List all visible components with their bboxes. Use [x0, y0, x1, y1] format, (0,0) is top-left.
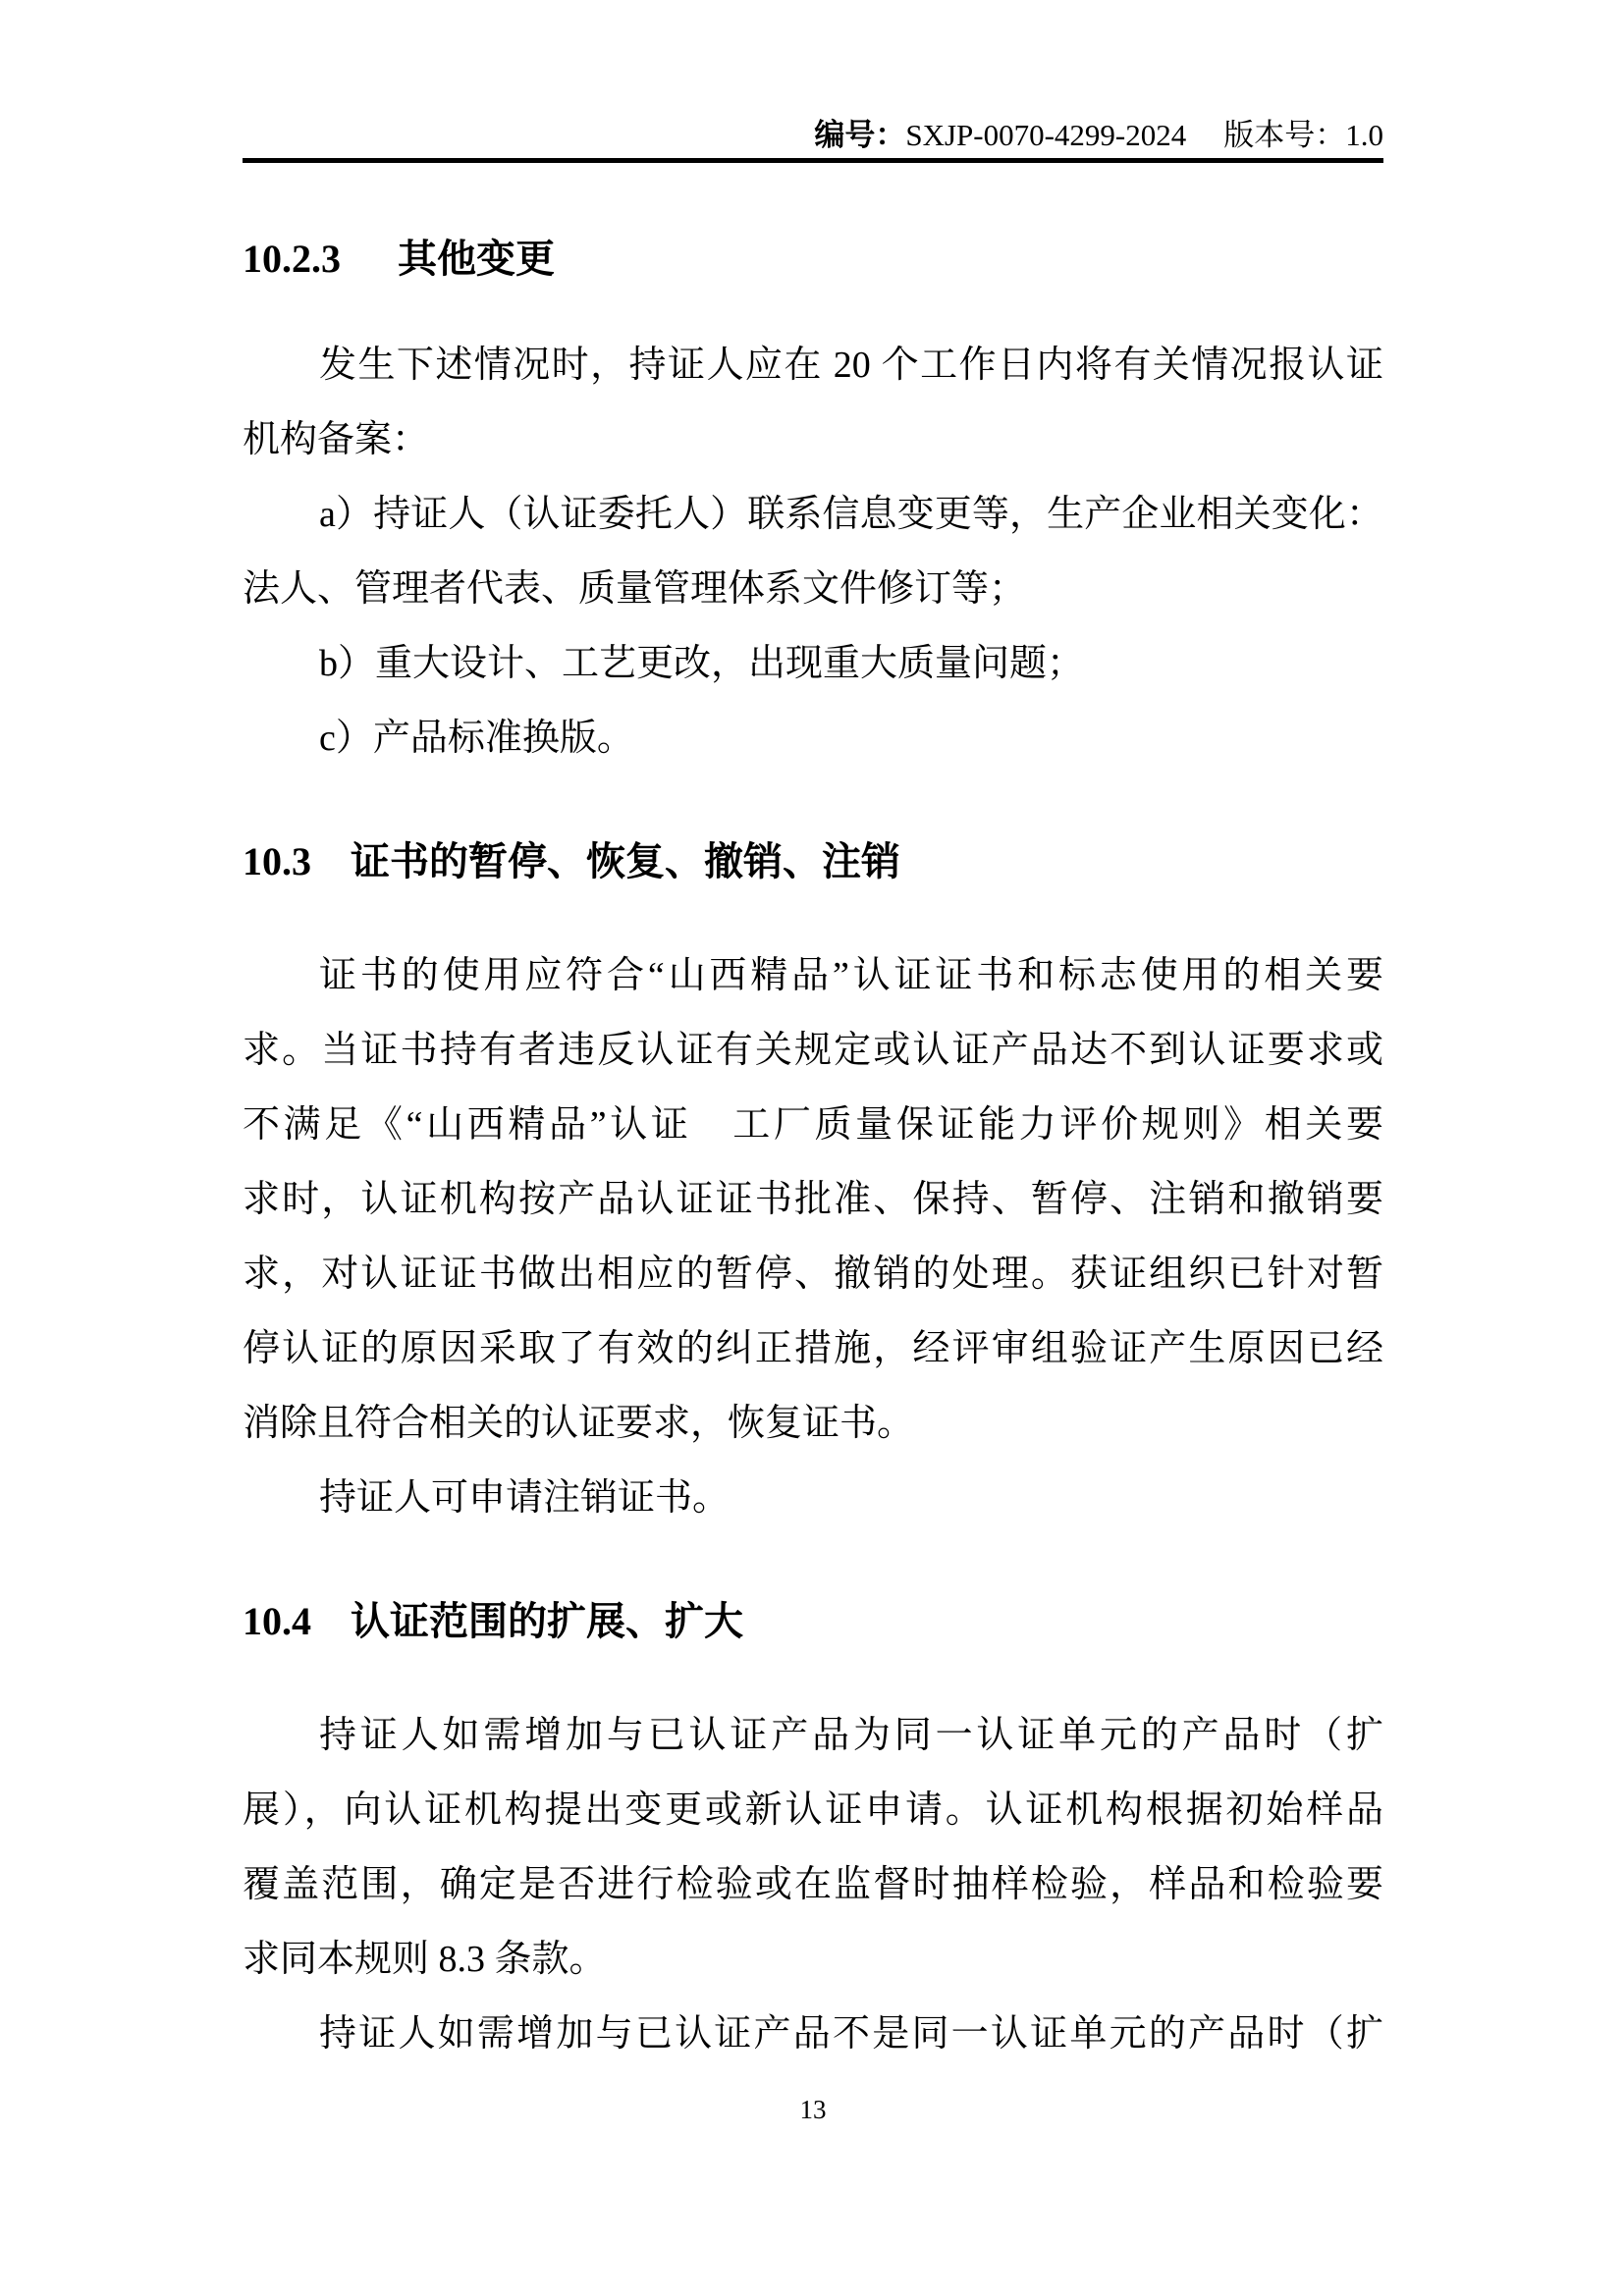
body-line: b）重大设计、工艺更改，出现重大质量问题；: [319, 643, 1085, 684]
body-line: 求，对认证证书做出相应的暂停、撤销的处理。获证组织已针对暂: [243, 1254, 1383, 1295]
section-heading-10-2-3: [243, 236, 1383, 283]
body-line: 覆盖范围，确定是否进行检验或在监督时抽样检验，样品和检验要: [243, 1864, 1383, 1905]
paragraph: [243, 328, 1383, 477]
section-heading-10-3: [243, 838, 1383, 885]
page-number: 13: [799, 2095, 827, 2124]
list-item-a: [243, 477, 1383, 626]
doc-number-label: 编号：: [814, 118, 906, 152]
header-rule-divider: [243, 158, 1383, 163]
paragraph: [243, 1698, 1383, 1997]
section-number: 10.4: [243, 1599, 311, 1643]
section-title: 证书的暂停、恢复、撤销、注销: [351, 839, 900, 883]
body-line: 持证人可申请注销证书。: [319, 1477, 731, 1519]
version-label: 版本号：: [1223, 118, 1346, 152]
doc-number: SXJP-0070-4299-2024: [905, 118, 1187, 152]
body-line: 发生下述情况时，持证人应在 20 个工作日内将有关情况报认证: [319, 345, 1383, 386]
body-line: 机构备案：: [243, 419, 430, 460]
body-line: 展），向认证机构提出变更或新认证申请。认证机构根据初始样品: [243, 1789, 1383, 1831]
body-line: 持证人如需增加与已认证产品不是同一认证单元的产品时（扩: [319, 2013, 1383, 2055]
body-line: 法人、管理者代表、质量管理体系文件修订等；: [243, 568, 1027, 610]
section-number: 10.3: [243, 839, 311, 883]
document-header: [243, 0, 1383, 155]
page-content: [243, 0, 1383, 2126]
body-line: a）持证人（认证委托人）联系信息变更等，生产企业相关变化：: [319, 494, 1383, 535]
paragraph: [243, 1997, 1383, 2071]
list-item-c: [243, 701, 1383, 775]
section-title: 其他变更: [398, 237, 555, 281]
body-line: 持证人如需增加与已认证产品为同一认证单元的产品时（扩: [319, 1715, 1383, 1756]
list-item-b: [243, 626, 1383, 701]
paragraph: [243, 1461, 1383, 1535]
body-line: c）产品标准换版。: [319, 718, 634, 759]
version-number: 1.0: [1345, 118, 1383, 152]
body-line: 求时，认证机构按产品认证证书批准、保持、暂停、注销和撤销要: [243, 1179, 1383, 1220]
body-line: 停认证的原因采取了有效的纠正措施，经评审组验证产生原因已经: [243, 1328, 1383, 1369]
paragraph: [243, 938, 1383, 1461]
body-line: 求。当证书持有者违反认证有关规定或认证产品达不到认证要求或: [243, 1030, 1383, 1071]
body-line: 不满足《“山西精品”认证 工厂质量保证能力评价规则》相关要: [243, 1104, 1383, 1146]
body-line: 证书的使用应符合“山西精品”认证证书和标志使用的相关要: [319, 955, 1383, 996]
section-title: 认证范围的扩展、扩大: [351, 1599, 743, 1643]
section-number: 10.2.3: [243, 237, 341, 281]
body-line: 求同本规则 8.3 条款。: [243, 1939, 607, 1980]
body-line: 消除且符合相关的认证要求，恢复证书。: [243, 1403, 915, 1444]
section-heading-10-4: [243, 1598, 1383, 1645]
